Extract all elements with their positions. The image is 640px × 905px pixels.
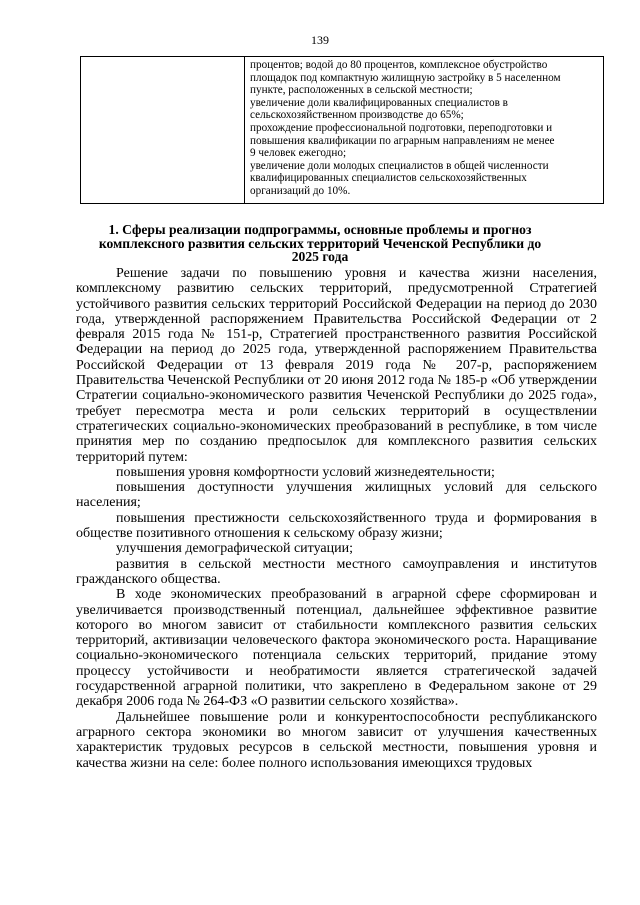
list-item: улучшения демографической ситуации; (116, 541, 353, 557)
table-line: процентов; водой до 80 процентов, комплексное обустройство (250, 59, 548, 71)
body-text (76, 266, 597, 771)
list-item: повышения уровня комфортности условий жизнедеятельности; (116, 464, 495, 480)
heading-line: комплексного развития сельских территорий Чеченской Республики до (98, 235, 542, 251)
table-line: площадок под компактную жилищную застройку в 5 населенном (250, 71, 561, 84)
list-item: повышения престижности сельскохозяйственного труда и формирования в обществе позитивного отношения к сельскому образу жизни; (76, 510, 597, 542)
table-left-cell (81, 57, 245, 203)
table-line: пункте, расположенных в сельской местности; (250, 84, 473, 97)
table-line: организаций до 10%. (250, 184, 351, 197)
table-line: сельскохозяйственном производстве до 65%; (250, 109, 464, 122)
table-line: прохождение профессиональной подготовки, переподготовки и (250, 121, 553, 134)
table-line: 9 человек ежегодно; (250, 147, 347, 160)
paragraph: Решение задачи по повышению уровня и качества жизни населения, комплексному развитию сельских территорий, предусмотренной Стратегией устойчивого развития сельских территорий Российской Федерации на период до 2030 года, утвержденной распоряжением Правительства Российской Федерации от 2 февраля 2015 года № 151-р, Стратегией пространственного развития Российской Федерации на период до 2025 года, утвержденной распоряжением Правительства Российской Федерации от 13 февраля 2019 года № 207-р, распоряжением Правительства Чеченской Республики от 20 июня 2012 года № 185-р «Об утверждении Стратегии социально-экономического развития Чеченской Республики до 2025 года», требует пересмотра места и роли сельских территорий в осуществлении стратегических социально-экономических преобразований в республике, в том числе принятия мер по созданию предпосылок для комплексного развития сельских территорий путем: (76, 266, 597, 465)
list-item: развития в сельской местности местного самоуправления и институтов гражданского общества. (76, 556, 597, 587)
table-line: увеличение доли квалифицированных специалистов в (250, 96, 508, 109)
table-line: повышения квалификации по аграрным направлениям не менее (250, 134, 555, 147)
page-number: 139 (311, 33, 329, 47)
indicators-table (80, 56, 604, 204)
section-heading (72, 223, 568, 264)
table-right-cell (250, 59, 600, 198)
heading-line: 2025 года (291, 249, 349, 264)
table-line: квалифицированных специалистов сельскохозяйственных (250, 172, 527, 185)
table-line: увеличение доли молодых специалистов в общей численности (250, 159, 549, 172)
paragraph: В ходе экономических преобразований в аграрной сфере сформирован и увеличивается производственный потенциал, дальнейшее эффективное развитие которого во многом зависит от стабильности комплексного развития сельских территорий, активизации человеческого фактора экономического роста. Наращивание социально-экономического потенциала сельских территорий, придание этому процессу устойчивости и необратимости является стратегической задачей государственной аграрной политики, что закреплено в Федеральном законе от 29 декабря 2006 года № 264-ФЗ «О развитии сельского хозяйства». (76, 587, 597, 710)
paragraph: Дальнейшее повышение роли и конкурентоспособности республиканского аграрного сектора экономики во многом зависит от улучшения качественных характеристик трудовых ресурсов в сельской местности, повышения уровня и качества жизни на селе: более полного использования имеющихся трудовых (76, 709, 597, 771)
list-item: повышения доступности улучшения жилищных условий для сельского населения; (76, 480, 597, 511)
heading-line: 1. Сферы реализации подпрограммы, основные проблемы и прогноз (108, 222, 532, 237)
